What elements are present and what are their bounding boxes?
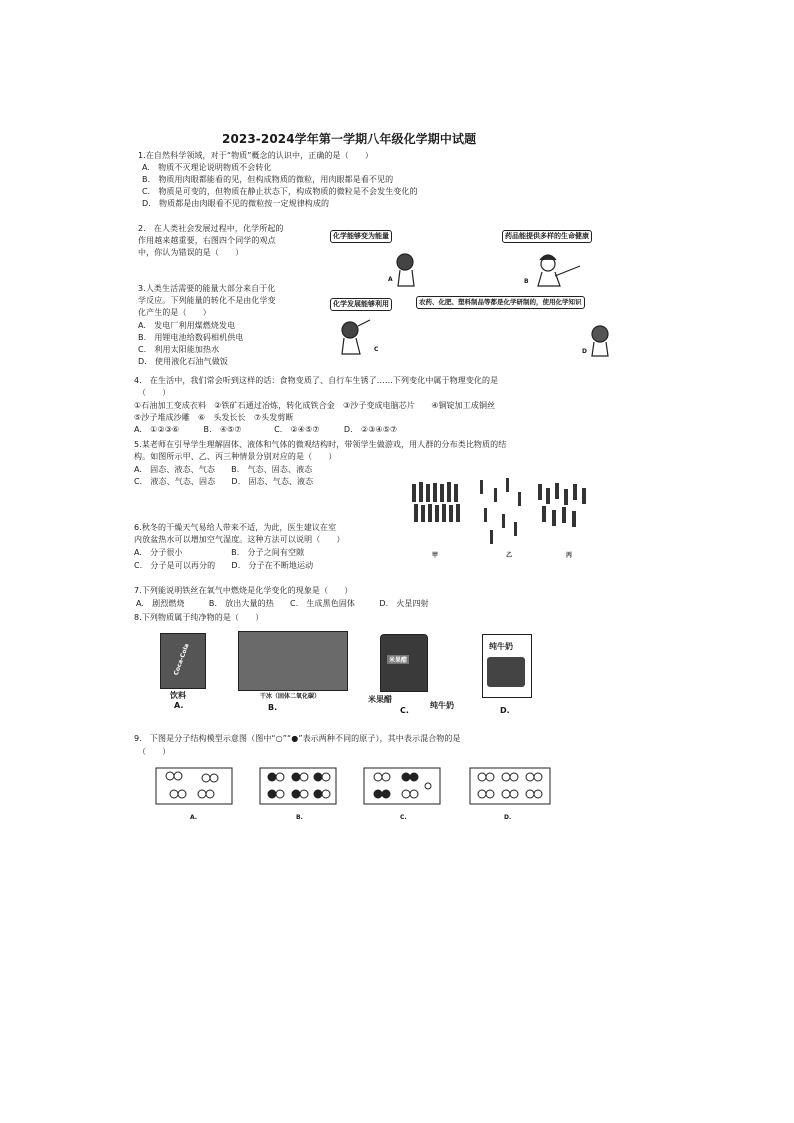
q5-label-bing: 丙 bbox=[566, 552, 573, 559]
q8-image-c-vinegar bbox=[380, 634, 428, 692]
q8-letter-b: B. bbox=[268, 703, 278, 712]
q8-image-d-milk bbox=[482, 634, 532, 698]
q8-pack-d: 纯牛奶 bbox=[489, 642, 513, 651]
q2-line-1: 2. 在人类社会发展过程中，化学所起的 bbox=[138, 224, 284, 233]
q9-molecule-figure bbox=[150, 762, 570, 812]
q8-letter-a: A. bbox=[174, 701, 184, 710]
q3-option-b: B. 用锂电池给数码相机供电 bbox=[138, 333, 244, 342]
q5-crowd-figure bbox=[410, 474, 600, 554]
q5-crowd-yi bbox=[480, 478, 521, 544]
q5-line-2: 构。如图所示甲、乙、丙三种情景分别对应的是（ ） bbox=[134, 452, 337, 461]
q5-label-jia: 甲 bbox=[432, 552, 439, 559]
q2-label-a: A bbox=[388, 276, 393, 283]
q4-stem: 4. 在生活中，我们常会听到这样的话：食物变质了、自行车生锈了……下列变化中属于物理变化的是 bbox=[134, 376, 499, 385]
q8-image-a-can bbox=[160, 633, 206, 689]
q8-caption-c: 米果醋 bbox=[368, 695, 392, 704]
q4-items-1: ①石油加工变成衣料 ②铁矿石通过冶炼，转化成铁合金 ③沙子变成电脑芯片 ④铜锭加工成铜丝 bbox=[134, 401, 496, 410]
q5-label-yi: 乙 bbox=[506, 552, 513, 559]
q1-option-c: C. 物质是可变的，但物质在静止状态下，构成物质的微粒是不会发生变化的 bbox=[142, 187, 418, 196]
q5-options-ab: A. 固态、液态、气态 B. 气态、固态、液态 bbox=[134, 465, 313, 474]
q8-milk-stripe bbox=[487, 657, 525, 687]
q4-paren: （ ） bbox=[138, 388, 171, 397]
q9-box-b bbox=[260, 768, 336, 804]
q8-can-logo: Coca-Cola bbox=[172, 642, 191, 677]
q1-stem: 1.在自然科学领域，对于“物质”概念的认识中，正确的是（ ） bbox=[138, 151, 374, 160]
page-title: 2023-2024学年第一学期八年级化学期中试题 bbox=[222, 132, 477, 146]
q9-box-a bbox=[156, 768, 232, 804]
q5-options-cd: C. 液态、气态、固态 D. 固态、气态、液态 bbox=[134, 477, 314, 486]
q8-caption-d: 纯牛奶 bbox=[430, 701, 454, 710]
q1-option-a: A. 物质不灭理论说明物质不会转化 bbox=[142, 163, 272, 172]
q2-students-drawing bbox=[330, 230, 620, 360]
q4-options: A. ①②③⑥ B. ④⑤⑦ C. ②④⑤⑦ D. ②③④⑤⑦ bbox=[134, 425, 398, 434]
q3-line-3: 化产生的是（ ） bbox=[138, 308, 211, 317]
q8-letter-c: C. bbox=[400, 706, 409, 715]
q9-box-d bbox=[470, 768, 550, 804]
q3-option-d: D. 使用液化石油气做饭 bbox=[138, 357, 228, 366]
q2-label-c: C bbox=[374, 346, 379, 353]
q2-cartoon-figure bbox=[330, 230, 620, 360]
q8-caption-b: 干冰（固体二氧化碳） bbox=[260, 693, 321, 700]
q1-option-b: B. 物质用肉眼都能看的见，但构成物质的微粒，用肉眼都是看不见的 bbox=[142, 175, 394, 184]
q9-stem: 9. 下图是分子结构模型示意图（图中“○”“●”表示两种不同的原子），其中表示混合物的是 bbox=[134, 734, 461, 743]
q9-box-c bbox=[364, 768, 440, 804]
q3-option-c: C. 利用太阳能加热水 bbox=[138, 345, 220, 354]
q2-line-2: 作用越来越重要，右图四个同学的观点 bbox=[138, 236, 276, 245]
q2-bubble-b: 药品能提供多样的生命健康 bbox=[502, 230, 592, 243]
q2-bubble-c: 化学发展能够利用 bbox=[330, 298, 392, 311]
q9-letter-c: C. bbox=[400, 814, 407, 821]
q2-bubble-a: 化学能够变为能量 bbox=[330, 230, 392, 243]
q8-pack-c: 米果醋 bbox=[389, 657, 408, 664]
q6-options-cd: C. 分子是可以再分的 D. 分子在不断地运动 bbox=[134, 561, 314, 570]
q9-letter-b: B. bbox=[296, 814, 303, 821]
q3-line-2: 学反应。下列能量的转化不是由化学变 bbox=[138, 296, 276, 305]
q5-line-1: 5.某老师在引导学生理解固体、液体和气体的微观结构时，带领学生做游戏，用人群的分布类比物质的结 bbox=[134, 440, 507, 449]
q3-line-1: 3.人类生活需要的能量大部分来自于化 bbox=[138, 284, 276, 293]
q2-label-d: D bbox=[582, 348, 587, 355]
q3-option-a: A. 发电厂利用煤燃烧发电 bbox=[138, 321, 236, 330]
q6-options-ab: A. 分子很小 B. 分子之间有空隙 bbox=[134, 548, 305, 557]
q4-items-2: ⑤沙子堆成沙雕 ⑥ 头发长长 ⑦头发剪断 bbox=[134, 413, 294, 422]
q6-line-1: 6.秋冬的干燥天气易给人带来不适，为此，医生建议在室 bbox=[134, 523, 337, 532]
exam-sheet bbox=[120, 118, 620, 838]
q6-line-2: 内放盆热水可以增加空气湿度。这种方法可以说明（ ） bbox=[134, 535, 345, 544]
q8-stem: 8.下列物质属于纯净物的是（ ） bbox=[134, 613, 264, 622]
q5-crowd-jia bbox=[412, 482, 460, 522]
q9-paren: （ ） bbox=[138, 747, 171, 756]
q8-caption-a: 饮料 bbox=[170, 691, 186, 700]
q5-crowd-bing bbox=[538, 483, 586, 527]
q9-letter-a: A. bbox=[190, 814, 198, 821]
q8-image-b-dry-ice bbox=[238, 631, 348, 691]
q2-bubble-d: 农药、化肥、塑料制品等都是化学研制的，使用化学知识 bbox=[416, 296, 585, 309]
q2-label-b: B bbox=[524, 278, 529, 285]
q1-option-d: D. 物质都是由肉眼看不见的微粒按一定规律构成的 bbox=[142, 199, 330, 208]
q2-line-3: 中，你认为错误的是（ ） bbox=[138, 248, 244, 257]
q7-stem: 7.下列能说明铁丝在氧气中燃烧是化学变化的现象是（ ） bbox=[134, 586, 353, 595]
q9-letter-d: D. bbox=[504, 814, 512, 821]
q7-options: A. 剧烈燃烧 B. 放出大量的热 C. 生成黑色固体 D. 火星四射 bbox=[136, 599, 429, 608]
q8-letter-d: D. bbox=[500, 706, 510, 715]
